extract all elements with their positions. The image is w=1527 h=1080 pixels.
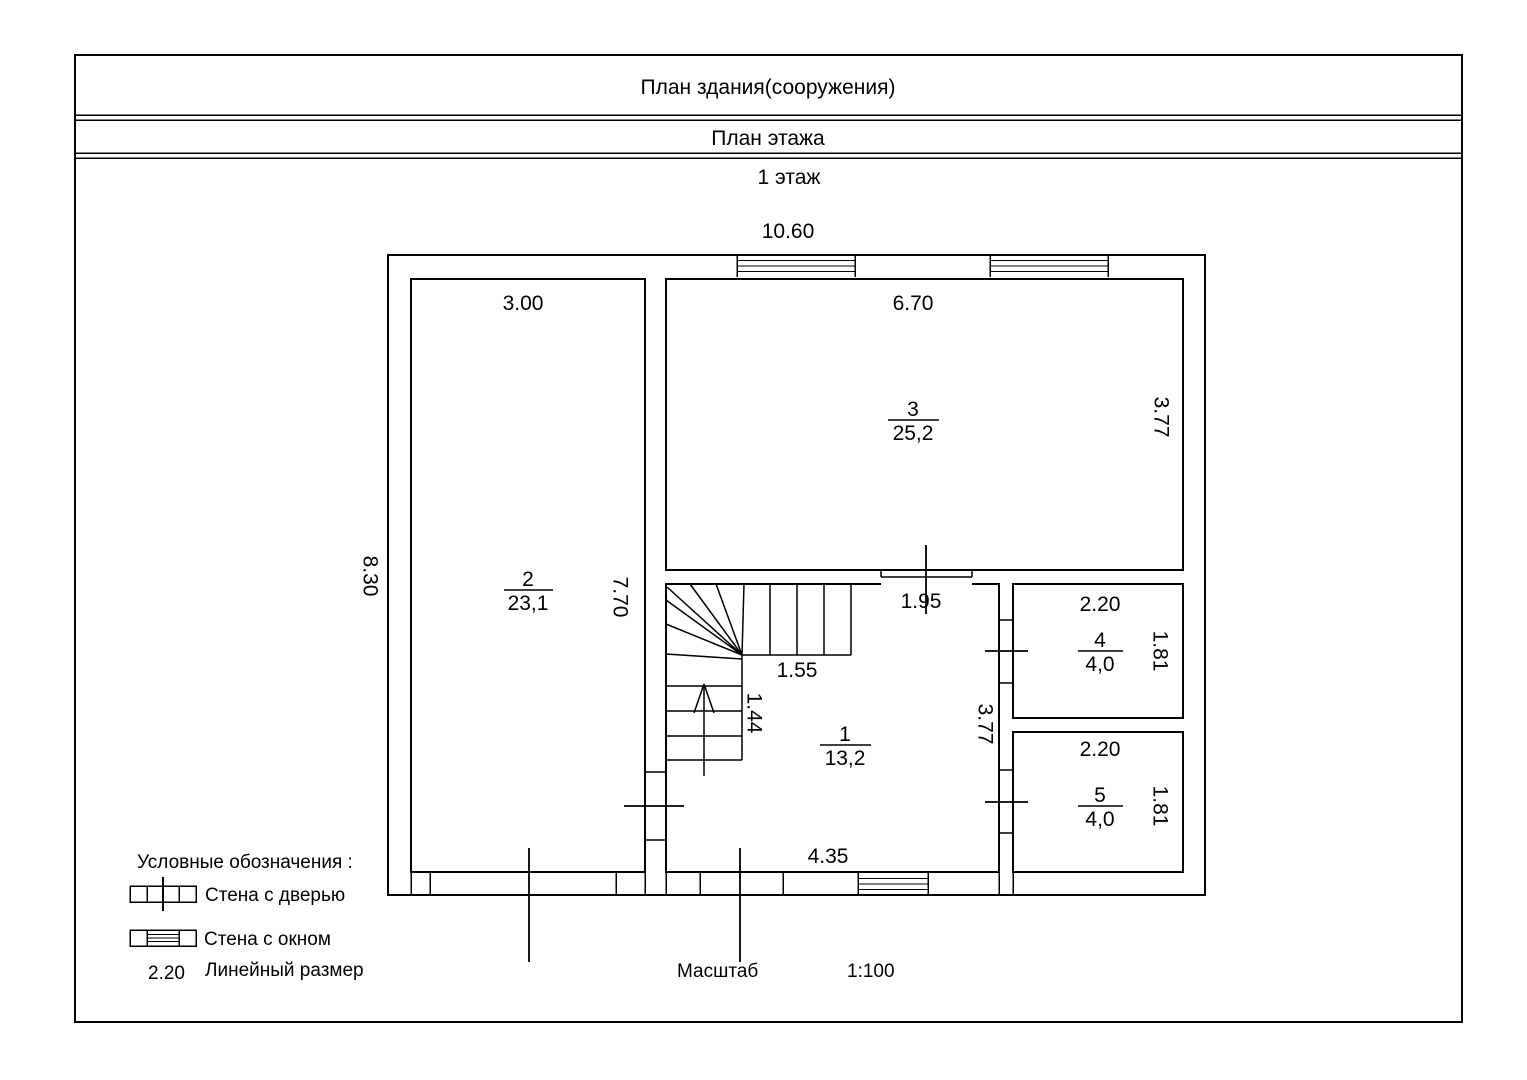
sheet-border — [75, 55, 1462, 1022]
stair-direction-arrow — [694, 684, 714, 776]
dim-room5-right: 1.81 — [1148, 785, 1172, 827]
room-5-area: 4,0 — [1085, 808, 1115, 831]
room-1-area: 13,2 — [824, 747, 866, 770]
legend-linear-dim-label: Линейный размер — [205, 960, 364, 981]
dim-overall-width: 10.60 — [761, 220, 815, 243]
wall-with-door-icon — [130, 877, 196, 911]
room-1-outline — [666, 584, 999, 872]
dim-stairs-width: 1.55 — [776, 659, 818, 682]
legend-linear-dim-example: 2.20 — [148, 963, 185, 984]
room-2-number: 2 — [522, 568, 534, 591]
scale-note — [677, 961, 895, 982]
floor-label: 1 этаж — [757, 166, 821, 189]
dim-room4-right: 1.81 — [1148, 630, 1172, 672]
wall-with-window-icon — [130, 930, 196, 946]
window-symbol-bottom — [858, 873, 928, 895]
dim-room2-right: 7.70 — [608, 576, 632, 618]
door-room2-room1 — [624, 772, 684, 840]
window-symbol-top-left — [737, 255, 855, 277]
title-block — [75, 55, 1462, 1022]
dim-room4-top: 2.20 — [1079, 593, 1121, 616]
scale-label: Масштаб — [677, 961, 759, 982]
dim-room2-top: 3.00 — [502, 292, 544, 315]
dim-stairs-depth: 1.44 — [742, 692, 766, 734]
sheet-subtitle: План этажа — [711, 127, 825, 150]
room-1-label — [820, 723, 871, 770]
scale-value: 1:100 — [847, 961, 895, 982]
room-4-label — [1078, 629, 1123, 676]
window-symbol-top-right — [990, 255, 1108, 277]
room-4-number: 4 — [1094, 629, 1106, 652]
dim-room1-right: 3.77 — [973, 703, 997, 745]
room-3-number: 3 — [907, 398, 919, 421]
dim-room3-right: 3.77 — [1149, 396, 1173, 438]
door-room1-room4 — [985, 620, 1028, 683]
sheet-title: План здания(сооружения) — [640, 76, 896, 99]
dim-room3-top: 6.70 — [892, 292, 934, 315]
dim-doorway-room1: 1.95 — [900, 590, 942, 613]
dim-overall-depth: 8.30 — [358, 555, 382, 597]
door-room1-room5 — [985, 770, 1028, 833]
room-1-number: 1 — [839, 723, 851, 746]
legend — [130, 852, 364, 984]
room-5-label — [1078, 784, 1123, 831]
room-3-area: 25,2 — [892, 422, 934, 445]
legend-heading: Условные обозначения : — [137, 852, 353, 873]
staircase — [666, 584, 851, 776]
room-5-number: 5 — [1094, 784, 1106, 807]
room-2-area: 23,1 — [507, 592, 549, 615]
outer-wall — [388, 255, 1205, 895]
room-4-area: 4,0 — [1085, 653, 1115, 676]
room-2-label — [504, 568, 553, 615]
exterior-door-ticks — [529, 848, 740, 962]
room-3-label — [888, 398, 939, 445]
legend-wall-window-label: Стена с окном — [204, 929, 331, 950]
dim-room1-bottom: 4.35 — [807, 845, 849, 868]
legend-wall-door-label: Стена с дверью — [205, 885, 346, 906]
dim-room5-top: 2.20 — [1079, 738, 1121, 761]
